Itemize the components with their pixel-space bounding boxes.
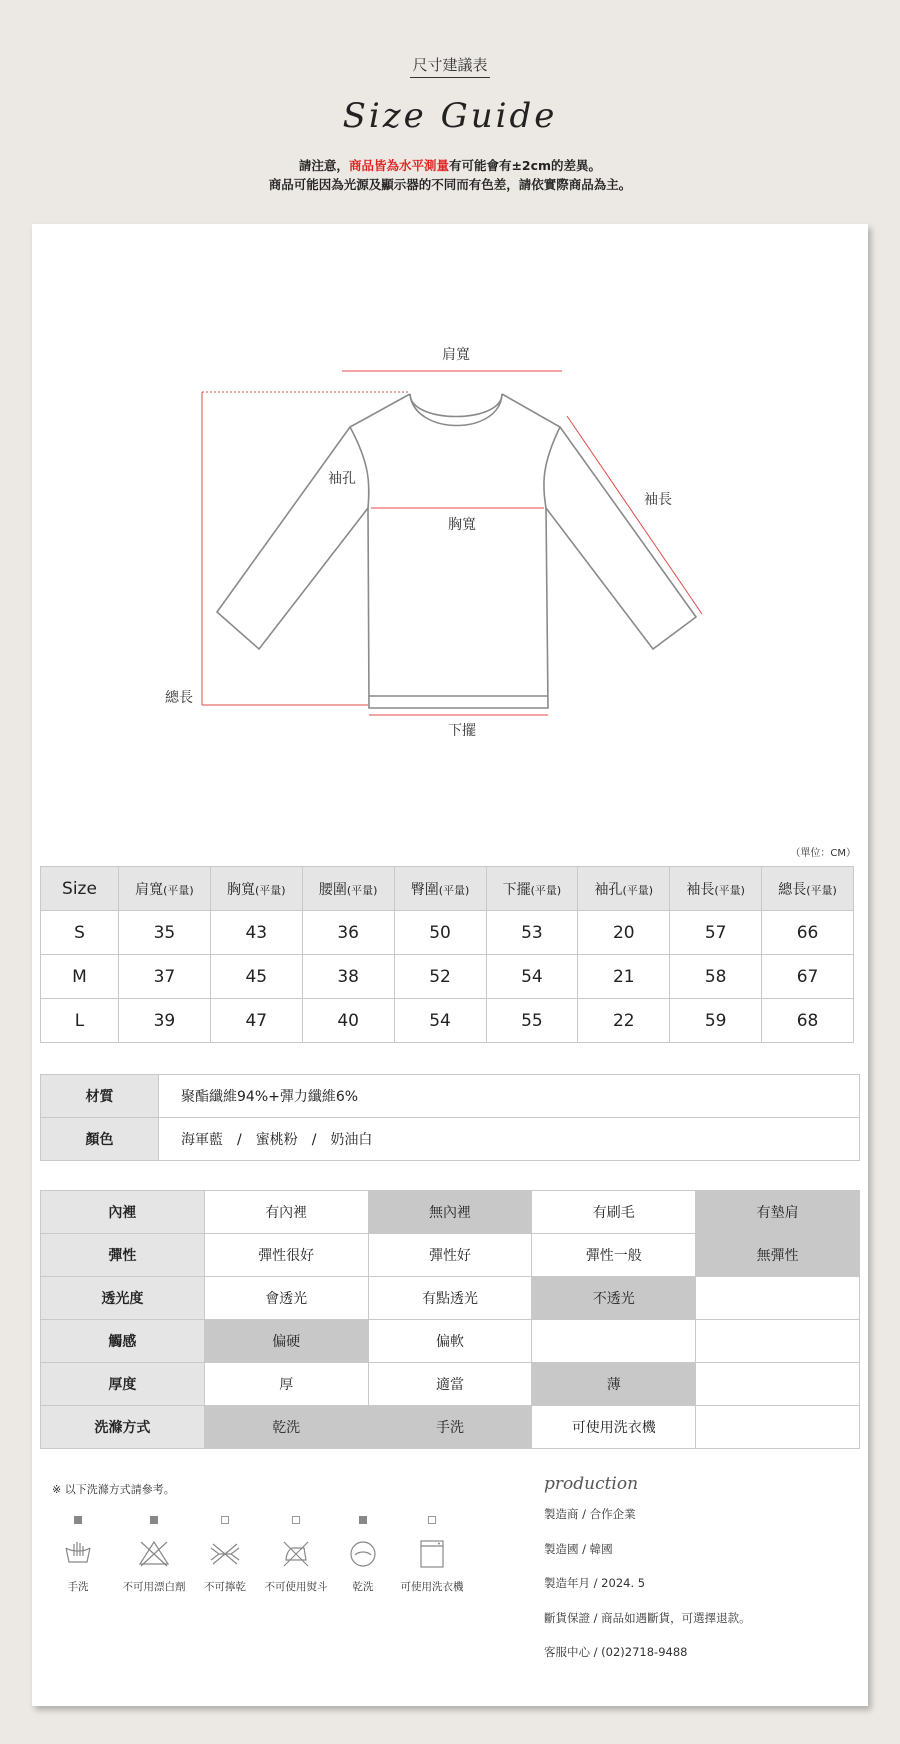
care-item: [388, 1516, 476, 1594]
notice-line-2: 商品可能因為光源及顯示器的不同而有色差，請依實際商品為主。: [268, 177, 632, 192]
feature-option: 偏軟: [368, 1320, 532, 1363]
value-cell: 66: [762, 911, 854, 955]
no-bleach-icon: [137, 1538, 171, 1579]
feature-option: 彈性一般: [532, 1234, 696, 1277]
feature-option: 薄: [532, 1363, 696, 1406]
table-row: [41, 999, 854, 1043]
col-header: 肩寬(平量): [119, 867, 211, 911]
value-cell: 47: [210, 999, 302, 1043]
care-label: 不可使用熨斗: [264, 1581, 328, 1593]
color-row: [41, 1118, 860, 1161]
material-value: 聚酯纖維94%+彈力纖維6%: [159, 1075, 860, 1118]
size-table-header: [41, 867, 854, 911]
notice: [0, 156, 900, 194]
label-hem: 下擺: [448, 723, 476, 739]
care-label: 可使用洗衣機: [400, 1581, 464, 1593]
garment-diagram: [32, 224, 868, 824]
col-header: 袖長(平量): [670, 867, 762, 911]
care-item: [338, 1516, 388, 1594]
col-header: 下擺(平量): [486, 867, 578, 911]
value-cell: 43: [210, 911, 302, 955]
care-item: [196, 1516, 254, 1594]
feature-option: 有點透光: [368, 1277, 532, 1320]
notice-line-1: 請注意，商品皆為水平測量有可能會有±2cm的差異。: [298, 158, 602, 173]
feature-option: 彈性很好: [204, 1234, 368, 1277]
size-header: Size: [41, 867, 119, 911]
value-cell: 54: [486, 955, 578, 999]
care-checkbox: [150, 1516, 158, 1524]
care-label: 不可擰乾: [204, 1581, 246, 1593]
care-label: 乾洗: [352, 1581, 374, 1593]
care-checkbox: [292, 1516, 300, 1524]
size-card: [32, 224, 868, 1706]
feature-row: [41, 1363, 860, 1406]
washing-machine-icon: [415, 1538, 449, 1579]
care-checkbox: [359, 1516, 367, 1524]
material-table: [40, 1074, 860, 1161]
feature-label: 內裡: [41, 1191, 205, 1234]
dry-clean-icon: [346, 1538, 380, 1579]
care-checkbox: [428, 1516, 436, 1524]
care-label: 手洗: [67, 1581, 89, 1593]
value-cell: 53: [486, 911, 578, 955]
production-info: [544, 1474, 751, 1679]
feature-row: [41, 1234, 860, 1277]
value-cell: 68: [762, 999, 854, 1043]
production-line: 製造年月 / 2024. 5: [544, 1576, 646, 1590]
feature-option: 有墊肩: [696, 1191, 860, 1234]
size-cell: L: [41, 999, 119, 1043]
color-label: 顏色: [41, 1118, 159, 1161]
value-cell: 40: [302, 999, 394, 1043]
unit-label: （單位：CM）: [790, 848, 856, 859]
notice-highlight: 商品皆為水平測量: [348, 158, 449, 173]
value-cell: 39: [119, 999, 211, 1043]
feature-option: [696, 1406, 860, 1449]
value-cell: 67: [762, 955, 854, 999]
feature-option: [696, 1320, 860, 1363]
size-cell: S: [41, 911, 119, 955]
col-header: 胸寬(平量): [210, 867, 302, 911]
value-cell: 58: [670, 955, 762, 999]
value-cell: 38: [302, 955, 394, 999]
feature-option: 偏硬: [204, 1320, 368, 1363]
label-length: 總長: [165, 690, 193, 706]
feature-label: 洗滌方式: [41, 1406, 205, 1449]
value-cell: 45: [210, 955, 302, 999]
measure-lines: [202, 371, 702, 715]
value-cell: 37: [119, 955, 211, 999]
value-cell: 20: [578, 911, 670, 955]
value-cell: 50: [394, 911, 486, 955]
care-item: [112, 1516, 196, 1594]
feature-option: 手洗: [368, 1406, 532, 1449]
care-item: [44, 1516, 112, 1594]
feature-label: 觸感: [41, 1320, 205, 1363]
col-header: 腰圍(平量): [302, 867, 394, 911]
material-label: 材質: [41, 1075, 159, 1118]
value-cell: 59: [670, 999, 762, 1043]
no-iron-icon: [279, 1538, 313, 1579]
production-title: production: [544, 1474, 639, 1494]
feature-label: 透光度: [41, 1277, 205, 1320]
feature-table: [40, 1190, 860, 1449]
value-cell: 57: [670, 911, 762, 955]
label-armhole: 袖孔: [328, 471, 356, 487]
feature-option: 不透光: [532, 1277, 696, 1320]
size-cell: M: [41, 955, 119, 999]
production-line: 斷貨保證 / 商品如遇斷貨，可選擇退款。: [544, 1610, 751, 1625]
feature-option: 無彈性: [696, 1234, 860, 1277]
feature-option: [696, 1363, 860, 1406]
feature-row: [41, 1406, 860, 1449]
production-line: 製造國 / 韓國: [544, 1541, 613, 1556]
care-item: [254, 1516, 338, 1594]
feature-row: [41, 1191, 860, 1234]
feature-option: 無內裡: [368, 1191, 532, 1234]
feature-option: [532, 1320, 696, 1363]
material-row: [41, 1075, 860, 1118]
hand-wash-icon: [61, 1538, 95, 1579]
feature-option: 乾洗: [204, 1406, 368, 1449]
feature-option: 會透光: [204, 1277, 368, 1320]
label-shoulder: 肩寬: [442, 347, 470, 363]
value-cell: 55: [486, 999, 578, 1043]
feature-option: 適當: [368, 1363, 532, 1406]
color-value: 海軍藍 / 蜜桃粉 / 奶油白: [159, 1118, 860, 1161]
size-guide-title: Size Guide: [342, 96, 558, 136]
feature-option: 有刷毛: [532, 1191, 696, 1234]
size-guide-subtitle: 尺寸建議表: [0, 54, 900, 75]
value-cell: 21: [578, 955, 670, 999]
production-line: 客服中心 / (02)2718-9488: [544, 1645, 688, 1659]
care-checkbox: [221, 1516, 229, 1524]
label-sleeve: 袖長: [644, 492, 672, 508]
sweater-outline: [217, 394, 696, 708]
production-line: 製造商 / 合作企業: [544, 1507, 636, 1521]
size-table: [40, 866, 854, 1043]
feature-option: 厚: [204, 1363, 368, 1406]
col-header: 臀圍(平量): [394, 867, 486, 911]
value-cell: 36: [302, 911, 394, 955]
col-header: 袖孔(平量): [578, 867, 670, 911]
care-checkbox: [74, 1516, 82, 1524]
table-row: [41, 911, 854, 955]
value-cell: 52: [394, 955, 486, 999]
feature-row: [41, 1320, 860, 1363]
feature-option: 可使用洗衣機: [532, 1406, 696, 1449]
table-row: [41, 955, 854, 999]
feature-option: 彈性好: [368, 1234, 532, 1277]
value-cell: 35: [119, 911, 211, 955]
feature-label: 厚度: [41, 1363, 205, 1406]
care-icons: [44, 1516, 476, 1594]
feature-label: 彈性: [41, 1234, 205, 1277]
care-note: ※ 以下洗滌方式請參考。: [52, 1483, 175, 1496]
feature-option: [696, 1277, 860, 1320]
value-cell: 54: [394, 999, 486, 1043]
care-label: 不可用漂白劑: [122, 1581, 186, 1593]
col-header: 總長(平量): [762, 867, 854, 911]
feature-row: [41, 1277, 860, 1320]
label-chest: 胸寬: [448, 517, 476, 533]
feature-option: 有內裡: [204, 1191, 368, 1234]
no-wring-icon: [208, 1538, 242, 1579]
value-cell: 22: [578, 999, 670, 1043]
